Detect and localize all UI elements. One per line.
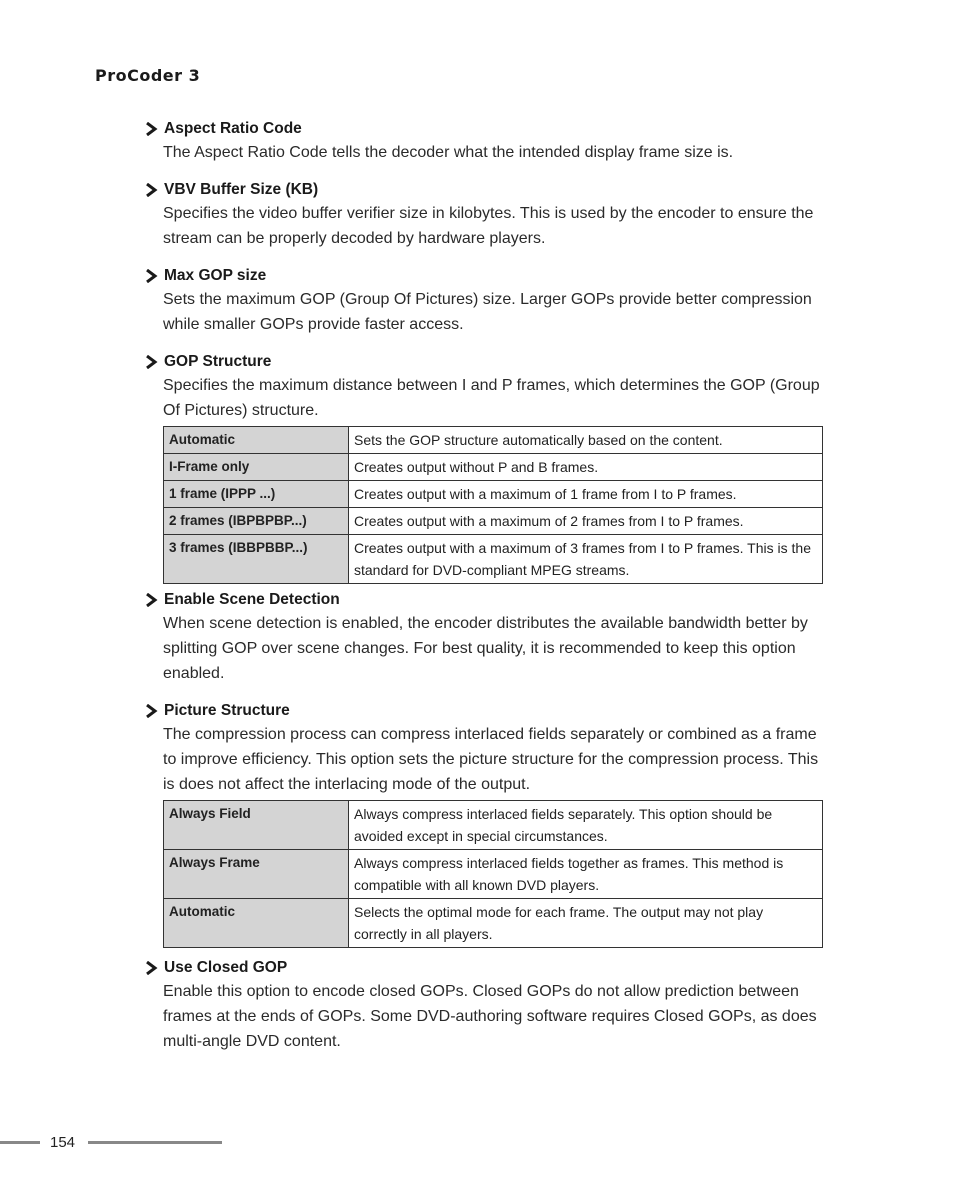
table-desc-cell: Always compress interlaced fields together as frames. This method is compatible with all known DVD players. bbox=[349, 850, 823, 899]
section-heading bbox=[143, 957, 833, 979]
footer-rule-left bbox=[0, 1141, 40, 1144]
picture-structure-table bbox=[163, 800, 823, 948]
table-desc-cell: Always compress interlaced fields separately. This option should be avoided except in special circumstances. bbox=[349, 801, 823, 850]
table-row bbox=[164, 801, 823, 850]
section-enable-scene-detection bbox=[143, 589, 833, 686]
section-use-closed-gop bbox=[143, 957, 833, 1054]
section-gop-structure bbox=[143, 351, 833, 423]
section-heading-text: Use Closed GOP bbox=[164, 959, 288, 976]
table-row bbox=[164, 899, 823, 948]
table-desc-cell: Creates output without P and B frames. bbox=[349, 454, 823, 481]
table-desc-cell: Sets the GOP structure automatically based on the content. bbox=[349, 427, 823, 454]
section-body: Specifies the maximum distance between I and P frames, which determines the GOP (Group Of Pictures) structure. bbox=[163, 377, 820, 419]
table-option-cell: Automatic bbox=[164, 899, 349, 948]
section-vbv-buffer-size bbox=[143, 179, 833, 251]
document-header-title: ProCoder 3 bbox=[95, 66, 201, 85]
section-heading-text: VBV Buffer Size (KB) bbox=[164, 181, 319, 198]
section-body: The Aspect Ratio Code tells the decoder what the intended display frame size is. bbox=[163, 144, 734, 161]
section-heading bbox=[143, 700, 833, 722]
section-body: Specifies the video buffer verifier size in kilobytes. This is used by the encoder to ensure the stream can be properly decoded by hardware players. bbox=[163, 205, 814, 247]
section-body: Sets the maximum GOP (Group Of Pictures) size. Larger GOPs provide better compression while smaller GOPs provide faster access. bbox=[163, 291, 812, 333]
table-option-cell: 3 frames (IBBPBBP...) bbox=[164, 535, 349, 584]
section-heading-text: Enable Scene Detection bbox=[164, 591, 340, 608]
section-heading-text: Aspect Ratio Code bbox=[164, 120, 302, 137]
table-desc-cell: Creates output with a maximum of 2 frames from I to P frames. bbox=[349, 508, 823, 535]
section-heading-text: GOP Structure bbox=[164, 353, 272, 370]
chevron-right-icon bbox=[143, 269, 159, 283]
chevron-right-icon bbox=[143, 593, 159, 607]
footer-rule-right bbox=[88, 1141, 222, 1144]
page-number: 154 bbox=[50, 1134, 76, 1151]
section-heading bbox=[143, 179, 833, 201]
section-picture-structure bbox=[143, 700, 833, 797]
table-option-cell: Always Frame bbox=[164, 850, 349, 899]
table-desc-cell: Creates output with a maximum of 3 frames from I to P frames. This is the standard for DVD-compliant MPEG streams. bbox=[349, 535, 823, 584]
table-desc-cell: Creates output with a maximum of 1 frame from I to P frames. bbox=[349, 481, 823, 508]
section-heading bbox=[143, 351, 833, 373]
section-body: The compression process can compress interlaced fields separately or combined as a frame to improve efficiency. This option sets the picture structure for the compression process. This is does not affect the interlacing mode of the output. bbox=[163, 726, 819, 793]
chevron-right-icon bbox=[143, 183, 159, 197]
table-row bbox=[164, 535, 823, 584]
table-option-cell: I-Frame only bbox=[164, 454, 349, 481]
table-row bbox=[164, 850, 823, 899]
chevron-right-icon bbox=[143, 122, 159, 136]
section-body: Enable this option to encode closed GOPs. Closed GOPs do not allow prediction between frames at the ends of GOPs. Some DVD-authoring software requires Closed GOPs, as does multi-angle DVD content. bbox=[163, 983, 817, 1050]
gop-structure-table bbox=[163, 426, 823, 584]
chevron-right-icon bbox=[143, 355, 159, 369]
chevron-right-icon bbox=[143, 704, 159, 718]
section-heading-text: Picture Structure bbox=[164, 702, 290, 719]
table-row bbox=[164, 427, 823, 454]
table-row bbox=[164, 454, 823, 481]
section-aspect-ratio-code bbox=[143, 118, 833, 165]
table-desc-cell: Selects the optimal mode for each frame. The output may not play correctly in all players. bbox=[349, 899, 823, 948]
section-heading bbox=[143, 265, 833, 287]
table-option-cell: Always Field bbox=[164, 801, 349, 850]
section-heading bbox=[143, 589, 833, 611]
section-max-gop-size bbox=[143, 265, 833, 337]
section-heading bbox=[143, 118, 833, 140]
table-option-cell: 1 frame (IPPP ...) bbox=[164, 481, 349, 508]
table-row bbox=[164, 508, 823, 535]
table-row bbox=[164, 481, 823, 508]
section-body: When scene detection is enabled, the encoder distributes the available bandwidth better by splitting GOP over scene changes. For best quality, it is recommended to keep this option enabled. bbox=[163, 615, 808, 682]
table-option-cell: Automatic bbox=[164, 427, 349, 454]
table-option-cell: 2 frames (IBPBPBP...) bbox=[164, 508, 349, 535]
section-heading-text: Max GOP size bbox=[164, 267, 267, 284]
chevron-right-icon bbox=[143, 961, 159, 975]
